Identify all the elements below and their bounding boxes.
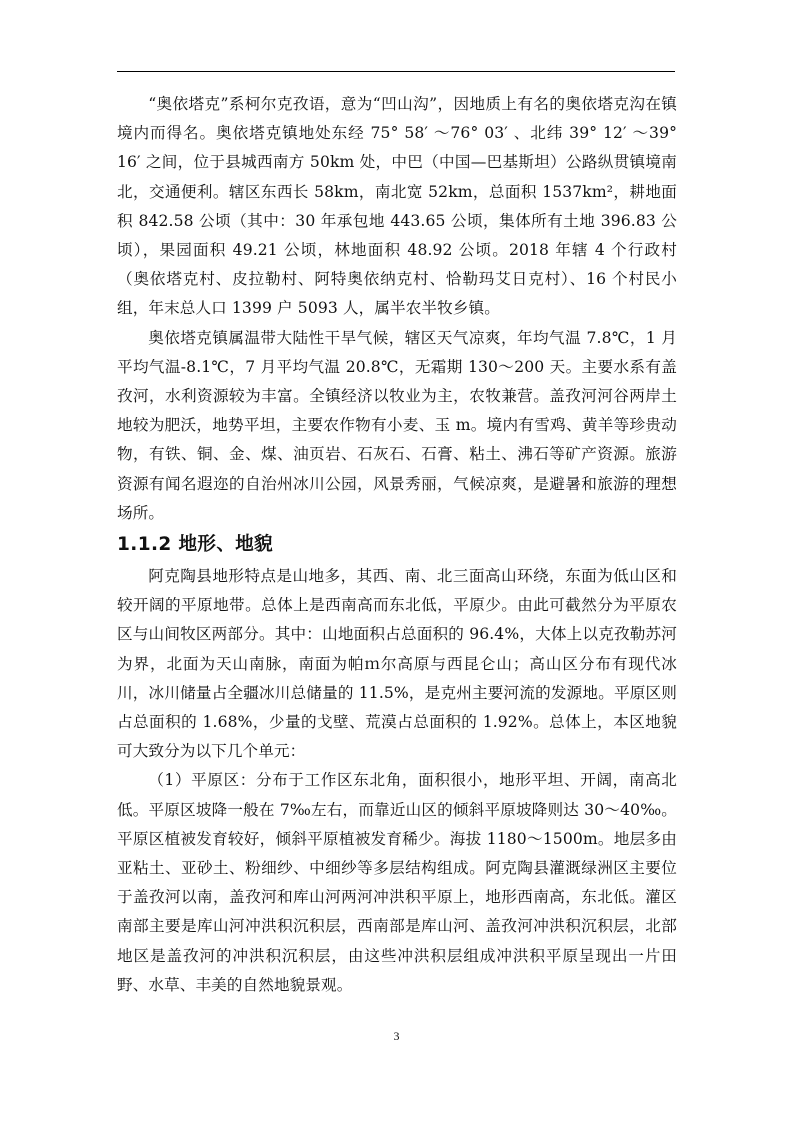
header-rule [117,71,675,72]
paragraph-plain-area: （1）平原区：分布于工作区东北角，面积很小，地形平坦、开阔，南高北低。平原区坡降一般在 7‰左右，而靠近山区的倾斜平原坡降则达 30～40‰。平原区植被发育较好，倾斜平原植被发育稀少。海拔 1180～1500m。地层多由亚粘土、亚砂土、粉细纱、中细纱等多层结构组成。阿克陶县灌溉绿洲区主要位于盖孜河以南，盖孜河和库山河两河冲洪积平原上，地形西南高，东北低。灌区南部主要是库山河冲洪积沉积层，西南部是库山河、盖孜河冲洪积沉积层，北部地区是盖孜河的冲洪积沉积层，由这些冲洪积层组成冲洪积平原呈现出一片田野、水草、丰美的自然地貌景观。 [117,771,677,994]
page-number: 3 [393,1029,400,1043]
paragraph-oytak-climate: 奥依塔克镇属温带大陆性干旱气候，辖区天气凉爽，年均气温 7.8℃，1 月平均气温-8.1℃，7 月平均气温 20.8℃，无霜期 130～200 天。主要水系有盖孜河，水利资源较为丰富。全镇经济以牧业为主，农牧兼营。盖孜河河谷两岸土地较为肥沃，地势平坦，主要农作物有小麦、玉 m。境内有雪鸡、黄羊等珍贵动物，有铁、铜、金、煤、油页岩、石灰石、石膏、粘土、沸石等矿产资源。旅游资源有闻名遐迩的自治州冰川公园，风景秀丽，气候凉爽，是避暑和旅游的理想场所。 [117,328,677,522]
section-heading: 1.1.2 地形、地貌 [117,534,274,556]
paragraph-terrain-overview: 阿克陶县地形特点是山地多，其西、南、北三面高山环绕，东面为低山区和较开阔的平原地带。总体上是西南高而东北低，平原少。由此可截然分为平原农区与山间牧区两部分。其中：山地面积占总面积的 96.4%，大体上以克孜勒苏河为界，北面为天山南脉，南面为帕ｍ尔高原与西昆仑山；高山区分布有现代冰川，冰川储量占全疆冰川总储量的 11.5%，是克州主要河流的发源地。平原区则占总面积的 1.68%，少量的戈壁、荒漠占总面积的 1.92%。总体上，本区地貌可大致分为以下几个单元： [117,567,677,761]
page-body [117,90,677,1000]
paragraph-oytak-overview: “奥依塔克”系柯尔克孜语，意为“凹山沟”，因地质上有名的奥依塔克沟在镇境内而得名。奥依塔克镇地处东经 75° 58′ ～76° 03′ 、北纬 39° 12′ ～39° 16′ 之间，位于县城西南方 50km 处，中巴（中国—巴基斯坦）公路纵贯镇境南北，交通便利。辖区东西长 58km，南北宽 52km，总面积 1537km²，耕地面积 842.58 公顷（其中：30 年承包地 443.65 公顷，集体所有土地 396.83 公顷），果园面积 49.21 公顷，林地面积 48.92 公顷。2018 年辖 4 个行政村（奥依塔克村、皮拉勒村、阿特奥依纳克村、恰勒玛艾日克村）、16 个村民小组，年末总人口 1399 户 5093 人，属半农半牧乡镇。 [117,95,677,318]
